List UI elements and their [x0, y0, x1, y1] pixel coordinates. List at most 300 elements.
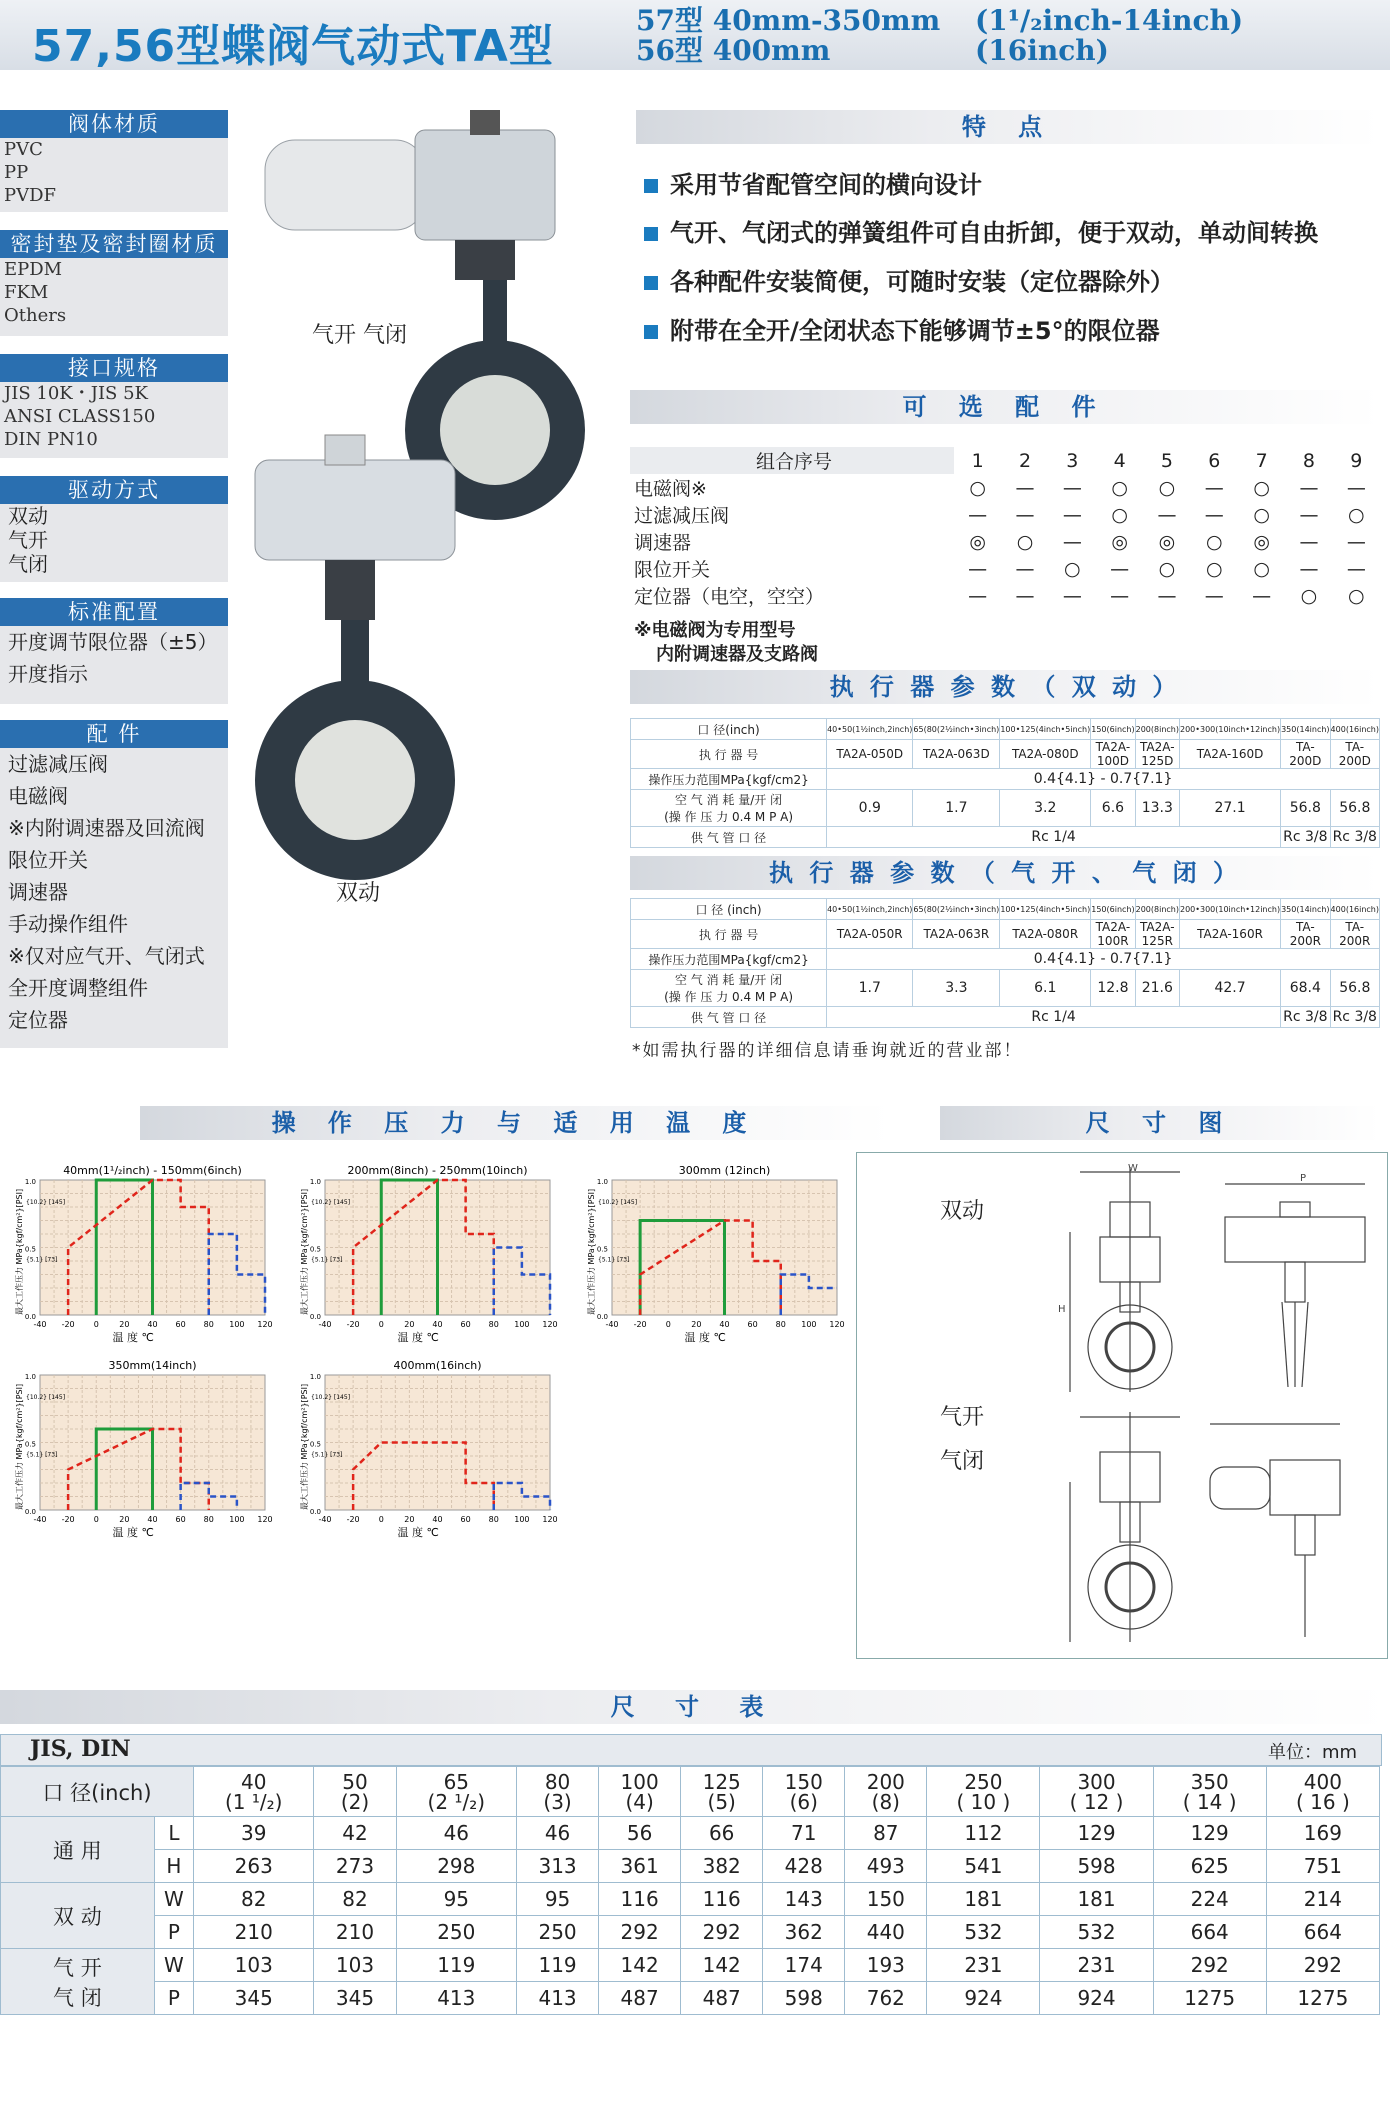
- y-sub-label: {5.1} [73]: [26, 1256, 58, 1264]
- spec1-inch: (1¹/₂inch-14inch): [975, 4, 1244, 37]
- dims-cell: 103: [314, 1949, 396, 1982]
- standard-list: [0, 626, 228, 704]
- options-row-label: 过滤减压阀: [634, 505, 730, 527]
- options-table: [630, 447, 1380, 609]
- size-cell: 200•300(10inch•12inch): [1179, 719, 1280, 740]
- size-cell: 350(14inch): [1281, 719, 1330, 740]
- size-mm: 350: [1190, 1769, 1229, 1794]
- list-item: 过滤减压阀: [8, 752, 108, 776]
- dims-key: P: [154, 1982, 193, 2015]
- y-sub-label: {5.1} [73]: [311, 1256, 343, 1264]
- dims-cell: 487: [599, 1982, 681, 2015]
- dims-cell: 181: [927, 1883, 1040, 1916]
- options-cell: ○: [1253, 557, 1270, 580]
- x-tick-label: 120: [542, 1320, 558, 1329]
- dims-cell: 361: [599, 1850, 681, 1883]
- x-tick-label: 100: [514, 1515, 530, 1524]
- page-title: 57,56型蝶阀气动式TA型: [32, 21, 554, 72]
- dims-cell: 193: [845, 1949, 927, 1982]
- dim-label-double: 双动: [940, 1199, 985, 1224]
- y-tick-label: 0.0: [309, 1313, 321, 1321]
- table-row: [631, 920, 1380, 949]
- model-cell: TA2A-160R: [1179, 920, 1280, 949]
- accessories-title: 配 件: [0, 720, 228, 748]
- options-cell: ○: [1253, 476, 1270, 499]
- air-cell: 68.4: [1281, 970, 1330, 1007]
- x-tick-label: -20: [61, 1320, 75, 1329]
- air-cell: 21.6: [1135, 970, 1179, 1007]
- options-cell: —: [1015, 503, 1035, 526]
- dims-group-label: 气 开 气 闭: [1, 1949, 155, 2015]
- options-note-2: 内附调速器及支路阀: [656, 644, 818, 665]
- feature-item: [644, 262, 1174, 297]
- air-cell: 1.7: [827, 970, 913, 1007]
- x-tick-label: 80: [203, 1320, 214, 1329]
- y-sub-label: {5.1} [73]: [598, 1256, 630, 1264]
- dims-key: P: [154, 1916, 193, 1949]
- air-cell: 3.2: [1000, 790, 1091, 827]
- act-double-title: 执 行 器 参 数 （ 双 动 ）: [630, 670, 1380, 704]
- size-mm: 65: [443, 1769, 470, 1794]
- feature-item: [644, 165, 982, 200]
- table-row: [1, 1883, 1380, 1916]
- x-tick-label: 60: [460, 1320, 471, 1329]
- row-label: 口 径(inch): [631, 719, 827, 740]
- chart-title: 350mm(14inch): [108, 1359, 197, 1372]
- options-cell: —: [968, 557, 988, 580]
- dims-table: [0, 1766, 1380, 2015]
- dims-cell: 150: [845, 1883, 927, 1916]
- x-tick-label: -20: [61, 1515, 75, 1524]
- options-col: 4: [1113, 449, 1126, 472]
- size-mm: 40: [241, 1769, 267, 1794]
- y-axis-label: 最大工作压力 MPa{kgf/cm²}[PSI]: [587, 1188, 596, 1315]
- y-tick-label: 0.0: [309, 1508, 321, 1516]
- dims-cell: 292: [1153, 1949, 1266, 1982]
- model-cell: TA2A-063R: [913, 920, 1000, 949]
- dims-cell: 95: [396, 1883, 516, 1916]
- options-cell: ◎: [1253, 530, 1270, 553]
- options-cell: ○: [1158, 557, 1176, 580]
- y-sub-label: {5.1} [73]: [26, 1451, 58, 1459]
- connection-list: [0, 382, 228, 458]
- options-note-1: ※电磁阀为专用型号: [634, 620, 796, 641]
- valve-photos: [245, 100, 625, 1030]
- list-item: 双动: [8, 504, 48, 528]
- x-tick-label: 0: [378, 1320, 384, 1329]
- spec1-range: 40mm-350mm: [712, 4, 941, 37]
- y-sub-label: {10.2} [145]: [26, 1394, 66, 1401]
- dims-title: 尺 寸 表: [0, 1690, 1390, 1724]
- x-tick-label: 100: [229, 1320, 245, 1329]
- port-cell: Rc 3/8: [1330, 1007, 1379, 1028]
- table-row: [1, 1817, 1380, 1850]
- options-cell: —: [1110, 584, 1130, 607]
- air-cell: 6.6: [1091, 790, 1135, 827]
- dims-cell: 313: [517, 1850, 599, 1883]
- size-mm: 125: [702, 1769, 741, 1794]
- air-label-2: (操 作 压 力 0.4 M P A): [664, 990, 794, 1004]
- dims-cell: 142: [599, 1949, 681, 1982]
- act-note: *如需执行器的详细信息请垂询就近的营业部！: [632, 1041, 1023, 1061]
- options-header-row: [630, 447, 1380, 474]
- dims-cell: 664: [1266, 1916, 1379, 1949]
- y-axis-label: 最大工作压力 MPa{kgf/cm²}[PSI]: [300, 1188, 309, 1315]
- dims-cell: 112: [927, 1817, 1040, 1850]
- pressure-temp-title: 操 作 压 力 与 适 用 温 度: [140, 1106, 890, 1140]
- x-axis-label: 温 度 ℃: [112, 1331, 154, 1344]
- dims-key: W: [154, 1883, 193, 1916]
- options-cell: —: [968, 584, 988, 607]
- spec-line-1: [636, 6, 940, 36]
- size-mm: 80: [544, 1769, 571, 1794]
- y-tick-label: 0.5: [309, 1245, 321, 1254]
- row-label: 供 气 管 口 径: [631, 827, 827, 848]
- list-item: Others: [4, 305, 67, 326]
- table-row: [630, 501, 1380, 528]
- y-sub-label: {10.2} [145]: [598, 1199, 638, 1206]
- options-cell: —: [1062, 584, 1082, 607]
- options-cell: ○: [1158, 476, 1176, 499]
- connection-title: 接口规格: [0, 354, 228, 382]
- chart-panel: [299, 1164, 558, 1344]
- dim-drawing-title: 尺 寸 图: [940, 1106, 1380, 1140]
- y-tick-label: 0.0: [24, 1313, 36, 1321]
- port-cell: Rc 3/8: [1281, 1007, 1330, 1028]
- spec2-inch: (16inch): [975, 34, 1109, 67]
- model-cell: TA-200D: [1281, 740, 1330, 769]
- x-tick-label: 0: [665, 1320, 671, 1329]
- row-label: 执 行 器 号: [631, 740, 827, 769]
- dims-cell: 625: [1153, 1850, 1266, 1883]
- photo-caption-bottom: 双动: [336, 881, 381, 906]
- dims-cell: 129: [1153, 1817, 1266, 1850]
- tag-h: H: [1058, 1304, 1066, 1315]
- list-item: 调速器: [8, 880, 68, 904]
- options-cell: —: [1346, 557, 1366, 580]
- size-mm: 200: [866, 1769, 905, 1794]
- size-inch: ( 16 ): [1295, 1789, 1350, 1814]
- dims-cell: 214: [1266, 1883, 1379, 1916]
- air-cell: 12.8: [1091, 970, 1135, 1007]
- x-tick-label: 40: [432, 1320, 443, 1329]
- dims-cell: 46: [517, 1817, 599, 1850]
- options-row-label: 限位开关: [634, 559, 711, 581]
- y-tick-label: 1.0: [24, 1373, 36, 1381]
- dims-cell: 174: [763, 1949, 845, 1982]
- seal-material-list: [0, 258, 228, 336]
- x-tick-label: 80: [775, 1320, 786, 1329]
- pressure-cell: 0.4{4.1} - 0.7{7.1}: [827, 769, 1380, 790]
- table-row: [1, 1850, 1380, 1883]
- x-tick-label: 120: [829, 1320, 845, 1329]
- dims-cell: 210: [194, 1916, 314, 1949]
- table-row: [631, 970, 1380, 1007]
- air-label-2: (操 作 压 力 0.4 M P A): [664, 810, 794, 824]
- row-label: 执 行 器 号: [631, 920, 827, 949]
- list-item: 气闭: [8, 552, 48, 576]
- x-tick-label: 40: [432, 1515, 443, 1524]
- dims-cell: 250: [517, 1916, 599, 1949]
- size-cell: 350(14inch): [1281, 899, 1330, 920]
- dims-cell: 487: [681, 1982, 763, 2015]
- act-single-table: [630, 898, 1380, 1028]
- table-row: [1, 1949, 1380, 1982]
- bullet-square-icon: [644, 227, 658, 241]
- list-item: 气开: [8, 528, 48, 552]
- options-cell: —: [1062, 530, 1082, 553]
- x-tick-label: 80: [488, 1515, 499, 1524]
- x-tick-label: -40: [33, 1515, 47, 1524]
- size-cell: 150(6inch): [1091, 899, 1135, 920]
- drive-list: [0, 504, 228, 582]
- chart-panel: [586, 1164, 845, 1344]
- x-tick-label: 0: [378, 1515, 384, 1524]
- table-row: [631, 740, 1380, 769]
- options-cell: ○: [1348, 584, 1365, 607]
- size-cell: 100•125(4inch•5inch): [1000, 719, 1091, 740]
- dims-cell: 428: [763, 1850, 845, 1883]
- list-item: ANSI CLASS150: [4, 406, 156, 427]
- x-tick-label: 80: [488, 1320, 499, 1329]
- table-row: [631, 827, 1380, 848]
- body-material-list: [0, 138, 228, 212]
- y-tick-label: 0.5: [24, 1440, 36, 1449]
- pressure-temp-charts: [0, 1150, 850, 1550]
- options-col: 8: [1302, 449, 1315, 472]
- dims-cell: 924: [927, 1982, 1040, 2015]
- list-item: 全开度调整组件: [8, 976, 148, 1000]
- list-item: 电磁阀: [8, 784, 68, 808]
- y-axis-label: 最大工作压力 MPa{kgf/cm²}[PSI]: [15, 1383, 24, 1510]
- dims-cell: 66: [681, 1817, 763, 1850]
- options-cell: —: [1157, 584, 1177, 607]
- features-title: 特 点: [636, 110, 1380, 144]
- table-row: [631, 949, 1380, 970]
- feature-text: 采用节省配管空间的横向设计: [670, 171, 982, 199]
- list-item: 限位开关: [8, 848, 88, 872]
- dims-cell: 169: [1266, 1817, 1379, 1850]
- air-cell: 42.7: [1179, 970, 1280, 1007]
- dims-cell: 413: [517, 1982, 599, 2015]
- dims-cell: 82: [314, 1883, 396, 1916]
- air-cell: 56.8: [1281, 790, 1330, 827]
- x-tick-label: 80: [203, 1515, 214, 1524]
- seal-material-title: 密封垫及密封圈材质: [0, 230, 228, 258]
- dim-label-close: 气闭: [940, 1449, 985, 1474]
- valve-spring-return-image: [265, 110, 585, 520]
- table-row: [631, 719, 1380, 740]
- dims-key: W: [154, 1949, 193, 1982]
- model-cell: TA2A-100D: [1091, 740, 1135, 769]
- dims-size-header: [1040, 1767, 1153, 1817]
- list-item: 定位器: [8, 1008, 68, 1032]
- drawing-double-acting: [1070, 1167, 1365, 1392]
- options-cell: ○: [1064, 557, 1081, 580]
- port-cell: Rc 3/8: [1330, 827, 1379, 848]
- dims-cell: 382: [681, 1850, 763, 1883]
- table-row: [631, 790, 1380, 827]
- dims-cell: 292: [1266, 1949, 1379, 1982]
- options-col: 6: [1208, 449, 1221, 472]
- row-label: [631, 790, 827, 827]
- dims-cell: 532: [927, 1916, 1040, 1949]
- row-label: [631, 970, 827, 1007]
- options-cell: —: [1204, 503, 1224, 526]
- x-tick-label: 60: [175, 1320, 186, 1329]
- dims-key: L: [154, 1817, 193, 1850]
- dims-cell: 598: [1040, 1850, 1153, 1883]
- x-tick-label: 100: [514, 1320, 530, 1329]
- size-cell: 150(6inch): [1091, 719, 1135, 740]
- model-cell: TA2A-125D: [1135, 740, 1179, 769]
- dims-size-header: [314, 1767, 396, 1817]
- options-cell: —: [1346, 530, 1366, 553]
- x-tick-label: -40: [605, 1320, 619, 1329]
- dims-size-header: [1153, 1767, 1266, 1817]
- x-tick-label: -40: [318, 1515, 332, 1524]
- options-cell: ○: [1348, 503, 1365, 526]
- options-cell: —: [1299, 476, 1319, 499]
- dims-size-header: [763, 1767, 845, 1817]
- dims-cell: 142: [681, 1949, 763, 1982]
- options-title: 可 选 配 件: [630, 390, 1380, 424]
- dims-size-header: [845, 1767, 927, 1817]
- size-inch: (1 ¹/₂): [225, 1789, 283, 1814]
- x-tick-label: 120: [257, 1515, 273, 1524]
- dims-cell: 345: [194, 1982, 314, 2015]
- table-row: [630, 555, 1380, 582]
- options-header-label: 组合序号: [630, 447, 954, 474]
- feature-text: 各种配件安装简便，可随时安装（定位器除外）: [670, 268, 1174, 296]
- dims-cell: 362: [763, 1916, 845, 1949]
- options-cell: ○: [1253, 503, 1270, 526]
- dims-cell: 46: [396, 1817, 516, 1850]
- dims-cell: 71: [763, 1817, 845, 1850]
- spec1-model: 57型: [636, 4, 703, 37]
- dims-cell: 119: [396, 1949, 516, 1982]
- air-cell: 0.9: [827, 790, 913, 827]
- dims-cell: 39: [194, 1817, 314, 1850]
- dims-cell: 56: [599, 1817, 681, 1850]
- dims-cell: 116: [681, 1883, 763, 1916]
- y-tick-label: 1.0: [24, 1178, 36, 1186]
- model-cell: TA2A-100R: [1091, 920, 1135, 949]
- options-cell: —: [1015, 476, 1035, 499]
- model-cell: TA-200R: [1330, 920, 1379, 949]
- size-cell: 40•50(1½inch,2inch): [827, 899, 913, 920]
- dims-cell: 82: [194, 1883, 314, 1916]
- options-cell: —: [1299, 557, 1319, 580]
- air-cell: 27.1: [1179, 790, 1280, 827]
- x-tick-label: 20: [119, 1515, 130, 1524]
- chart-panel: [14, 1359, 273, 1539]
- dim-label-open: 气开: [940, 1405, 985, 1430]
- size-mm: 300: [1077, 1769, 1116, 1794]
- x-tick-label: 100: [801, 1320, 817, 1329]
- size-mm: 50: [342, 1769, 368, 1794]
- options-cell: —: [1346, 476, 1366, 499]
- x-tick-label: 20: [404, 1320, 415, 1329]
- air-cell: 13.3: [1135, 790, 1179, 827]
- y-tick-label: 1.0: [309, 1373, 321, 1381]
- dims-cell: 119: [517, 1949, 599, 1982]
- dims-cell: 762: [845, 1982, 927, 2015]
- dims-size-header: [681, 1767, 763, 1817]
- options-col: 5: [1160, 449, 1174, 472]
- model-cell: TA2A-063D: [913, 740, 1000, 769]
- x-tick-label: 60: [747, 1320, 758, 1329]
- chart-title: 200mm(8inch) - 250mm(10inch): [347, 1164, 528, 1177]
- x-tick-label: -40: [33, 1320, 47, 1329]
- x-tick-label: 0: [93, 1515, 99, 1524]
- y-sub-label: {10.2} [145]: [26, 1199, 66, 1206]
- options-cell: —: [1252, 584, 1272, 607]
- table-row: [631, 899, 1380, 920]
- y-sub-label: {5.1} [73]: [311, 1451, 343, 1459]
- row-label: 口 径 (inch): [631, 899, 827, 920]
- options-cell: —: [1062, 476, 1082, 499]
- x-tick-label: 120: [257, 1320, 273, 1329]
- dims-cell: 263: [194, 1850, 314, 1883]
- dims-cell: 231: [927, 1949, 1040, 1982]
- dims-group-label: 双 动: [1, 1883, 155, 1949]
- dims-cell: 250: [396, 1916, 516, 1949]
- size-inch: (6): [789, 1789, 818, 1814]
- list-item: EPDM: [4, 259, 63, 280]
- dims-cell: 292: [599, 1916, 681, 1949]
- bullet-square-icon: [644, 179, 658, 193]
- x-tick-label: 40: [147, 1320, 158, 1329]
- y-tick-label: 0.5: [24, 1245, 36, 1254]
- dims-standard: JIS, DIN: [30, 1736, 131, 1762]
- size-inch: (4): [625, 1789, 654, 1814]
- valve-double-acting-image: [255, 435, 455, 880]
- table-row: [1, 1982, 1380, 2015]
- x-tick-label: 40: [719, 1320, 730, 1329]
- x-tick-label: 20: [119, 1320, 130, 1329]
- chart-panel: [299, 1359, 558, 1539]
- feature-item: [644, 311, 1160, 346]
- options-col: 9: [1350, 449, 1363, 472]
- air-label-1: 空 气 消 耗 量/开 闭: [674, 973, 783, 987]
- options-cell: ○: [1206, 557, 1223, 580]
- spec2-range: 400mm: [712, 34, 831, 67]
- spec2-model: 56型: [636, 34, 703, 67]
- model-cell: TA2A-080D: [1000, 740, 1091, 769]
- x-tick-label: 100: [229, 1515, 245, 1524]
- air-cell: 6.1: [1000, 970, 1091, 1007]
- x-tick-label: 60: [460, 1515, 471, 1524]
- table-row: [631, 1007, 1380, 1028]
- options-cell: ◎: [1111, 530, 1128, 553]
- options-cell: ○: [1111, 476, 1128, 499]
- y-tick-label: 1.0: [596, 1178, 608, 1186]
- size-inch: ( 14 ): [1182, 1789, 1237, 1814]
- feature-item: [644, 213, 1318, 248]
- table-row: [630, 474, 1380, 501]
- options-row-label: 电磁阀※: [634, 478, 707, 500]
- options-cell: ○: [1206, 530, 1223, 553]
- table-row: [630, 582, 1380, 609]
- dims-cell: 129: [1040, 1817, 1153, 1850]
- x-axis-label: 温 度 ℃: [112, 1526, 154, 1539]
- dims-cell: 95: [517, 1883, 599, 1916]
- size-inch: (2): [340, 1789, 370, 1814]
- options-row-label: 定位器（电空，空空）: [634, 586, 825, 608]
- dims-cell: 292: [681, 1916, 763, 1949]
- tag-w: W: [1128, 1163, 1138, 1174]
